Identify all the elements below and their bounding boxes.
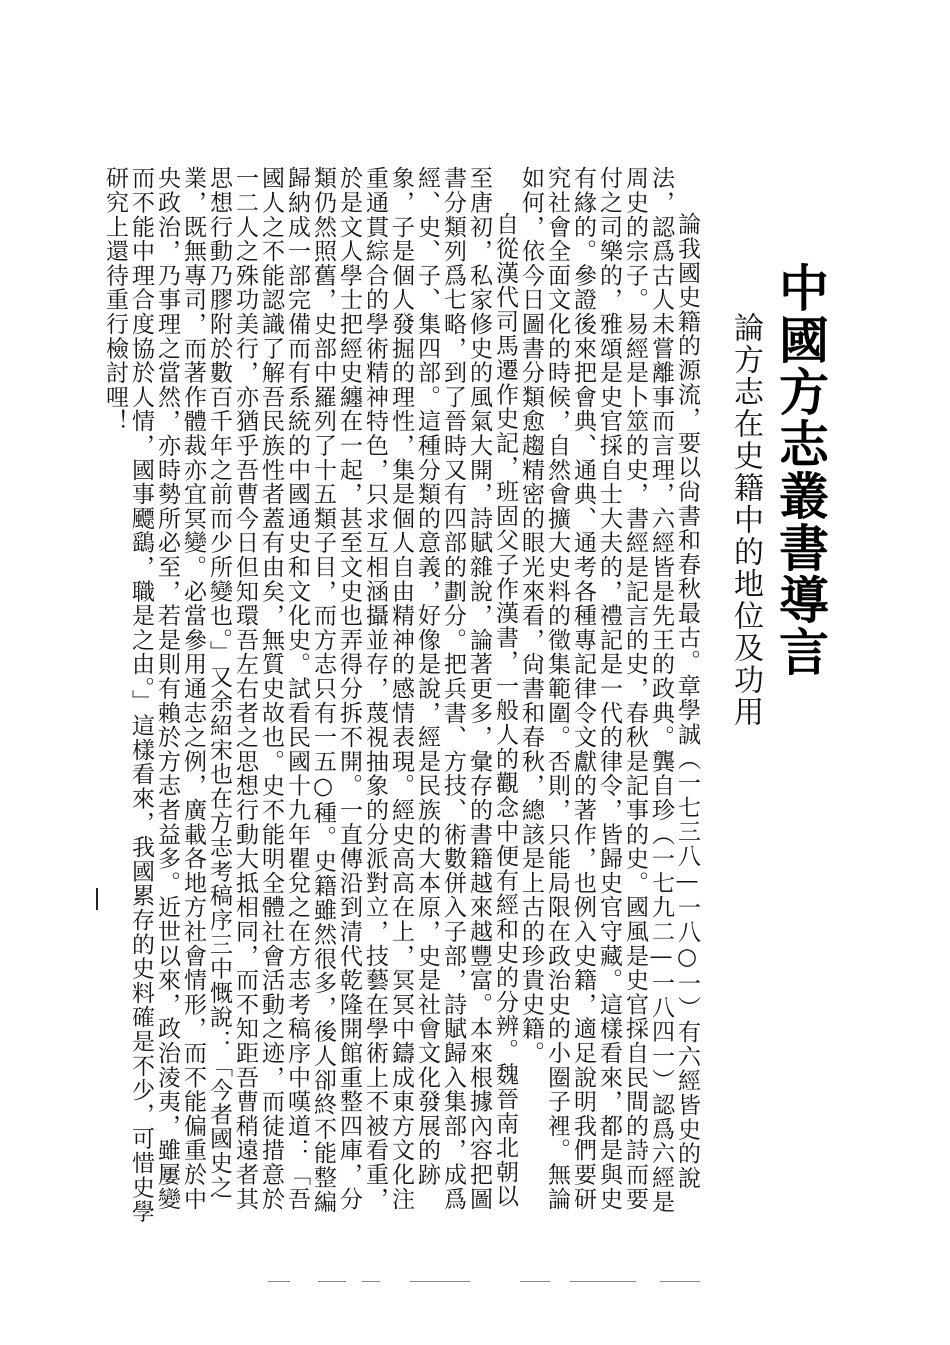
page-number-dash: [96, 888, 98, 910]
paragraph: 自從漢代司馬遷作史記，班固父子作漢書，一般人的觀念中便有經和史的分辨。魏晉南北朝以至唐初，私家修史的風氣大開，詩賦雜說，論著更多，彙存的書籍越來越豐富。本來根據內容把圖書分類列爲七略，到了晉時又有四部的劃分。把兵書、方技、術數併入子部，詩賦歸入集部，成爲經、史、子、集四部。這種分類的意義，好像是說，經是民族的大本原，史是社會文化發展的跡象，子是個人發掘的理性，集是個人自由精神的感情表現。經史高高在上，冥冥中鑄成東方文化注重通貫綜合的學術精神特色，只求互相涵攝並存，蔑視抽象的分派對立，技藝在學術上不被看重，於是文人學士把經史纏在一起，甚至文史也弄得分拆不開。一直傳沿到清代乾隆開館重整四庫，分類仍然照舊，史部中羅列了十五類子目，而方志只有一五○種。史籍雖然很多，後人卻終不能整編歸納成一部完備而有系統的中國通史和文化史。試看民國十九年瞿兌之在方志考稿序中嘆道：「吾國人之不能認識了解吾民族性者蓋有由矣，無質史故也。史不能明全體社會活動之迹，而徒措意於一二人之殊功美行，亦猶乎吾曹今日但知環吾左右者之思想行動大抵相同，而不知距吾曹稍遠者其思想行動乃膠附於數百千年之前而少所變也。」又余紹宋也在方志考稿序三中慨說：「今者國史之業，既無專司，而著作體裁亦宜冥變。必當參用通志之例，廣載各地方社會情形，而不能偏重於中央政治，乃事理之當然，亦時勢所必至，若是則有賴於方志者益多。近世以來，政治淩夷，雖屢變而不能中理合度協於人情，國事飃鷂，職是之由。」這樣看來，我國累存的史料確是不少，可惜史學研究上還待重行檢討哩！: [102, 166, 518, 1224]
body-text: [102, 166, 700, 1226]
scan-artifact-line: [318, 1281, 346, 1282]
scan-artifact-line: [268, 1281, 290, 1282]
scan-artifact-line: [520, 1281, 550, 1282]
paragraph: 論我國史籍的源流，要以尙書和春秋最古。章學誠（一七三八—一八○一）有六經皆史的說法，認爲古人未嘗離事而言理，六經皆是先王的政典。龔自珍（一七九二—一八四一）認爲六經是周史的宗子。易經是卜筮的史，書經是記言的史，春秋是記事的史。國風是史官採自民間的詩而要付之司樂的，雅頌是史官採自士大夫的，禮記是一代的律令，皆歸史官守藏。這樣看來，都是與史有緣的。參證後來把會典、通典、通考各種專記律令文獻的著作，也例入史籍，適足說明我們要研究社會全面文化的時候，自然會擴大史料的徵集範圍。否則，只能局限在政治史的小圈子裡。無論如何，依今日圖書分類愈趨精密的眼光來看，尙書和春秋，總該是上古的珍貴史籍。: [518, 166, 700, 1214]
scan-artifact-line: [410, 1281, 470, 1282]
scan-artifact-line: [660, 1281, 700, 1282]
scan-artifact-line: [362, 1281, 380, 1282]
book-title: 中國方志叢書導言: [771, 262, 829, 678]
chapter-subtitle: 論方志在史籍中的地位及功用: [728, 312, 763, 728]
scan-artifact-line: [570, 1281, 636, 1282]
